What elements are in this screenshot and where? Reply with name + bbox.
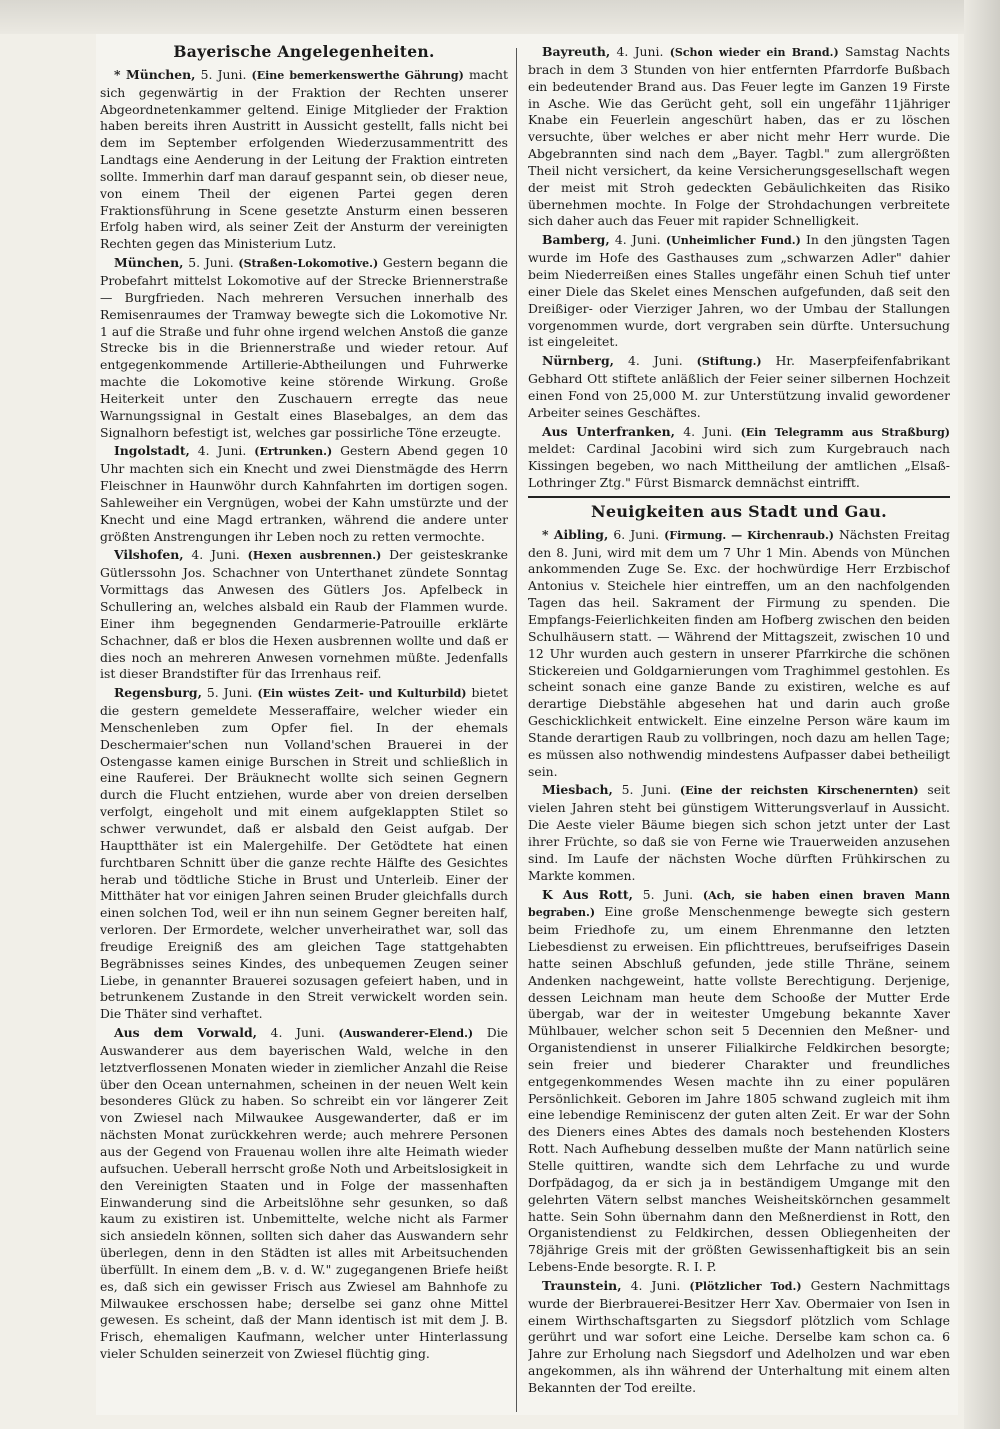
article-date: 6. Juni. — [608, 526, 665, 542]
article-date: 4. Juni. — [189, 443, 255, 459]
left-column — [100, 44, 508, 1414]
right-article-list-bottom — [528, 527, 950, 1397]
article-place: Traunstein, — [542, 1277, 622, 1293]
article-place: Miesbach, — [542, 782, 613, 798]
article-topic: (Ach, sie haben einen braven Mann begraben.) — [528, 888, 950, 920]
article-place: Nürnberg, — [542, 353, 614, 369]
article-text: Samstag Nachts brach in dem 3 Stunden von hier entfernten Pfarrdorfe Bußbach ein bedeutender Brand aus. Das Feuer legte im Ganzen 19 Firste in Asche. Wie das Gerücht geht, soll ein ungefähr 11jähriger Knabe ein Feuerlein angeschürt haben, das er zu löschen versuchte, über welches er aber nicht mehr Herr wurde. Die Abgebrannten sind nach dem „Bayer. Tagbl." zum allergrößten Theil nicht versichert, da keine Versicherungsgesellschaft wegen der meist mit Stroh gedeckten Gebäulichkeiten das Risiko übernehmen mochte. In Folge der Strohdachungen verbreitete sich daher auch das Feuer mit rapider Schnelligkeit. — [528, 44, 950, 229]
article-topic: (Ein Telegramm aus Straßburg) — [740, 425, 950, 439]
article-text: Gestern Nachmittags wurde der Bierbrauerei-Besitzer Herr Xav. Obermaier von Isen in einem Wirthschaftsgarten zu Siegsdorf plötzlich vom Schlage gerührt und war sofort eine Leiche. Derselbe kam schon ca. 6 Jahre zur Erholung nach Siegsdorf und Adelholzen und war eben angekommen, als ihn während der Unterhaltung mit einem alten Bekannten der Tod ereilte. — [528, 1277, 950, 1395]
article — [100, 255, 508, 441]
article — [528, 887, 950, 1276]
article-place: München, — [114, 255, 184, 271]
article-topic: (Plötzlicher Tod.) — [689, 1279, 802, 1293]
article-text: seit vielen Jahren steht bei günstigem Witterungsverlauf in Aussicht. Die Aeste vieler Bäume biegen sich schon jetzt unter der Last ihrer Früchte, so daß sie von Ferne wie Trauerweiden anzusehen sind. Im Laufe der nächsten Woche dürften Frühkirschen zu Markte kommen. — [528, 782, 950, 883]
article — [528, 782, 950, 884]
article-place: * Aibling, — [542, 526, 609, 542]
article-topic: (Ertrunken.) — [254, 445, 333, 459]
section-heading-local: Neuigkeiten aus Stadt und Gau. — [528, 496, 950, 521]
article-place: Aus Unterfranken, — [542, 423, 675, 439]
right-article-list-top — [528, 44, 950, 492]
article — [528, 232, 950, 351]
article-place: Regensburg, — [114, 685, 202, 701]
article — [100, 67, 508, 253]
article — [100, 547, 508, 683]
article — [100, 1025, 508, 1363]
article-text: Eine große Menschenmenge bewegte sich gestern beim Friedhofe zu, um einem Ehrenmanne den letzten Liebesdienst zu erweisen. Ein pflichttreues, berufseifriges Dasein hatte seinen Abschluß gefunden, jede stille Thräne, seinem Andenken nachgeweint, hatte vollste Berechtigung. Derjenige, dessen Leichnam man heute dem Schooße der Mutter Erde übergab, war der in weitester Umgebung bekannte Xaver Mühlbauer, welcher schon seit 5 Decennien den Meßner- und Organistendienst in unserer Filialkirche Feldkirchen besorgte; sein freier und biederer Charakter und freundliches entgegenkommendes Wesen machte ihn zu einer populären Persönlichkeit. Geboren im Jahre 1805 schwand zugleich mit ihm eine lebendige Reminiscenz der guten alten Zeit. Er war der Sohn des Dieners eines Abtes des damals noch bestehenden Klosters Rott. Nach Aufhebung desselben mußte der Mann natürlich seine Stelle quittiren, wandte sich dem Lehrfache zu und wurde Dorfpädagog, da er sich ja in beständigem Umgange mit den gelehrten Vätern selbst manches Weisheitskörnchen gesammelt hatte. Sein Sohn übernahm dann den Meßnerdienst in Rott, den Organistendienst zu Feldkirchen, dessen Obliegenheiten der 78jährige Greis mit der größten Gewissenhaftigkeit bis an sein Lebens-Ende besorgte. R. I. P. — [528, 904, 950, 1275]
article-place: Vilshofen, — [114, 547, 184, 563]
article-place: Bamberg, — [542, 232, 610, 248]
article-topic: (Ein wüstes Zeit- und Kulturbild) — [257, 687, 467, 701]
scan-border-right — [964, 0, 1000, 1429]
article-text: Gestern begann die Probefahrt mittelst Lokomotive auf der Strecke Briennerstraße — Burgfrieden. Nach mehreren Versuchen innerhalb des Remisenraumes der Tramway bewegte sich die Lokomotive Nr. 1 auf die Straße und fuhr ohne irgend welchen Anstoß die ganze Strecke bis in die Briennerstraße und wieder retour. Auf entgegenkommende Artillerie-Abtheilungen und Fuhrwerke machte die Lokomotive keine störende Wirkung. Große Heiterkeit unter den Zuschauern erregte das neue Warnungssignal in Gestalt eines Blasebalges, an dem das Signalhorn befestigt ist, welches gar possirliche Töne erzeugte. — [100, 255, 508, 440]
article-text: bietet die gestern gemeldete Messeraffaire, welcher wieder ein Menschenleben zum Opfer fiel. In der ehemals Deschermaier'schen nun Volland'schen Brauerei in der Ostengasse kamen einige Burschen in Streit und schließlich in eine Rauferei. Der Bräuknecht wollte sich seinen Gegnern durch die Flucht entziehen, wurde aber von dreien derselben verfolgt, eingeholt und mit einem aufgeklappten Stilet so schwer verwundet, daß er alsbald den Geist aufgab. Der Hauptthäter ist ein Malergehilfe. Der Getödtete hat einen furchtbaren Schnitt über die ganze rechte Hälfte des Gesichtes herab und tödtliche Stiche in Brust und Unterleib. Einer der Mitthäter hat vor einigen Jahren seinen Bruder gleichfalls durch einen solchen Tod, weil er ihn nun seinem Gegner bereiten half, verloren. Der Ermordete, welcher unverheirathet war, soll das freudige Ereigniß des am gleichen Tage stattgehabten Begräbnisses seines Kindes, des unbequemen Zeugen seiner Liebe, in genannter Brauerei sozusagen gefeiert haben, und in betrunkenem Zustande in den Streit verwickelt worden sein. Die Thäter sind verhaftet. — [100, 685, 508, 1022]
article-date: 5. Juni. — [632, 886, 703, 902]
left-article-list — [100, 67, 508, 1363]
article-place: Bayreuth, — [542, 44, 611, 59]
article-place: Aus dem Vorwald, — [114, 1025, 257, 1041]
article-text: Die Auswanderer aus dem bayerischen Wald, welche in den letztverflossenen Monaten wieder in ziemlicher Anzahl die Reise über den Ocean unternahmen, scheinen in der neuen Welt kein besonderes Glück zu haben. So schreibt ein vor längerer Zeit von Zwiesel nach Milwaukee Ausgewanderter, daß er im nächsten Monat zurückkehren werde; auch mehrere Personen aus der Gegend von Frauenau wollen ihre alte Heimath wieder aufsuchen. Ueberall herrscht große Noth und Arbeitslosigkeit in den Vereinigten Staaten und in Folge der massenhaften Einwanderung sind die Arbeitslöhne sehr gesunken, so daß kaum zu existiren ist. Unbemittelte, welche nicht als Farmer sich ansiedeln können, sollten sich daher das Auswandern sehr überlegen, denn in den Städten ist alles mit Arbeitsuchenden überfüllt. In einem dem „B. v. d. W." zugegangenen Briefe heißt es, daß sich ein gewisser Frisch aus Zwiesel am Bahnhofe zu Milwaukee erschossen habe; derselbe sei ganz ohne Mittel gewesen. Es scheint, daß der Mann identisch ist mit dem J. B. Frisch, ehemaligen Kaufmann, welcher unter Hinterlassung vieler Schulden seinerzeit von Zwiesel flüchtig ging. — [100, 1025, 508, 1362]
article-date: 4. Juni. — [183, 547, 248, 563]
article-text: In den jüngsten Tagen wurde im Hofe des Gasthauses zum „schwarzen Adler" dahier beim Niederreißen eines Stalles ungefähr einen Schuh tief unter einer Diele das Skelet eines Menschen aufgefunden, daß seit den Dreißiger- oder Vierziger Jahren, wo der Umbau der Stallungen vorgenommen wurde, dort vergraben sein dürfte. Untersuchung ist eingeleitet. — [528, 232, 950, 350]
article-place: * München, — [114, 66, 196, 82]
article-date: 5. Juni. — [183, 255, 239, 271]
article — [528, 424, 950, 492]
article-text: macht sich gegenwärtig in der Fraktion der Rechten unserer Abgeordnetenkammer geltend. Einige Mitglieder der Fraktion haben bereits ihren Austritt in Aussicht gestellt, falls nicht bei dem im September erfolgenden Wiederzusammentritt des Landtags eine Aenderung in der Leitung der Fraktion eintreten sollte. Immerhin darf man darauf gespannt sein, ob dieser neue, von einem Theil der eigenen Partei gegen deren Fraktionsführung in Scene gesetzte Ansturm einen besseren Erfolg haben wird, als seiner Zeit der Ansturm der vereinigten Rechten gegen das Ministerium Lutz. — [100, 66, 508, 252]
article-date: 5. Juni. — [195, 66, 252, 82]
article-topic: (Firmung. — Kirchenraub.) — [664, 528, 834, 542]
section-heading-bavarian: Bayerische Angelegenheiten. — [173, 44, 435, 61]
article-text: meldet: Cardinal Jacobini wird sich zum Kurgebrauch nach Kissingen begeben, wo nach Mittheilung der amtlichen „Elsaß-Lothringer Ztg." Fürst Bismarck demnächst eintrifft. — [528, 441, 950, 491]
article-topic: (Eine der reichsten Kirschenernten) — [679, 784, 919, 798]
newspaper-page — [96, 34, 958, 1415]
article — [528, 527, 950, 781]
column-rule — [516, 48, 517, 1412]
article-text: Hr. Maserpfeifenfabrikant Gebhard Ott stiftete anläßlich der Feier seiner silbernen Hochzeit einen Fond von 25,000 M. zur Unterstützung invalid gewordener Arbeiter seines Geschäftes. — [528, 353, 950, 420]
article-date: 5. Juni. — [201, 685, 258, 701]
article-date: 4. Juni. — [674, 423, 741, 439]
article-place: K Aus Rott, — [542, 886, 633, 902]
article-topic: (Auswanderer-Elend.) — [338, 1027, 474, 1041]
scan-border-top — [0, 0, 1000, 34]
article — [100, 685, 508, 1023]
article — [528, 44, 950, 230]
right-column — [528, 44, 950, 1414]
article-text: Gestern Abend gegen 10 Uhr machten sich ein Knecht und zwei Dienstmägde des Herrn Fleischner in Haunwöhr durch Kahnfahrten im dortigen sogen. Sahleweiher ein Vergnügen, wobei der Kahn umstürzte und der Knecht und eine Magd ertranken, während die andere unter größten Anstrengungen ihr Leben noch zu retten vermochte. — [100, 443, 508, 544]
article — [528, 353, 950, 421]
article-text: Der geisteskranke Gütlerssohn Jos. Schachner von Unterthanet zündete Sonntag Vormittags das Anwesen des Gütlers Jos. Apfelbeck in Schullering an, welches alsbald ein Raub der Flammen wurde. Einer ihm begegnenden Gendarmerie-Patrouille erklärte Schachner, daß er blos die Hexen ausbrennen wollte und daß er dies noch an mehreren Anwesen vornehmen müßte. Jedenfalls ist dieser Brandstifter für das Irrenhaus reif. — [100, 547, 508, 682]
article-date: 4. Juni. — [609, 232, 666, 248]
article-topic: (Unheimlicher Fund.) — [665, 234, 801, 248]
article-date: 5. Juni. — [612, 782, 680, 798]
article-topic: (Hexen ausbrennen.) — [247, 549, 382, 563]
article-topic: (Straßen-Lokomotive.) — [238, 257, 379, 271]
article-text: Nächsten Freitag den 8. Juni, wird mit dem um 7 Uhr 1 Min. Abends von München ankommenden Zuge Se. Exc. der hochwürdige Herr Erzbischof Antonius v. Steichele hier eintreffen, um an den nachfolgenden Tagen das heil. Sakrament der Firmung zu spenden. Die Empfangs-Feierlichkeiten finden am Hofberg zwischen den beiden Schulhäusern statt. — Während der Mittagszeit, zwischen 10 und 12 Uhr wurden auch gestern in unserer Pfarrkirche die schönen Stickereien und Goldgarnierungen vom Traghimmel gestohlen. Es scheint sonach eine ganze Bande zu existiren, welche es auf derartige Diebstähle abgesehen hat und darin auch große Geschicklichkeit entwickelt. Eine einzelne Person wäre kaum im Stande derartigen Raub zu vollbringen, noch dazu am hellen Tage; es müssen also nothwendig mindestens Aufpasser dabei betheiligt sein. — [528, 526, 950, 779]
article — [100, 443, 508, 545]
article-topic: (Stiftung.) — [696, 355, 762, 369]
article-date: 4. Juni. — [256, 1025, 339, 1041]
article-topic: (Eine bemerkenswerthe Gährung) — [251, 68, 464, 82]
article-topic: (Schon wieder ein Brand.) — [669, 46, 839, 59]
article-date: 4. Juni. — [621, 1277, 690, 1293]
article-date: 4. Juni. — [610, 44, 670, 59]
article-place: Ingolstadt, — [114, 443, 190, 459]
article-date: 4. Juni. — [613, 353, 697, 369]
article — [528, 1278, 950, 1397]
